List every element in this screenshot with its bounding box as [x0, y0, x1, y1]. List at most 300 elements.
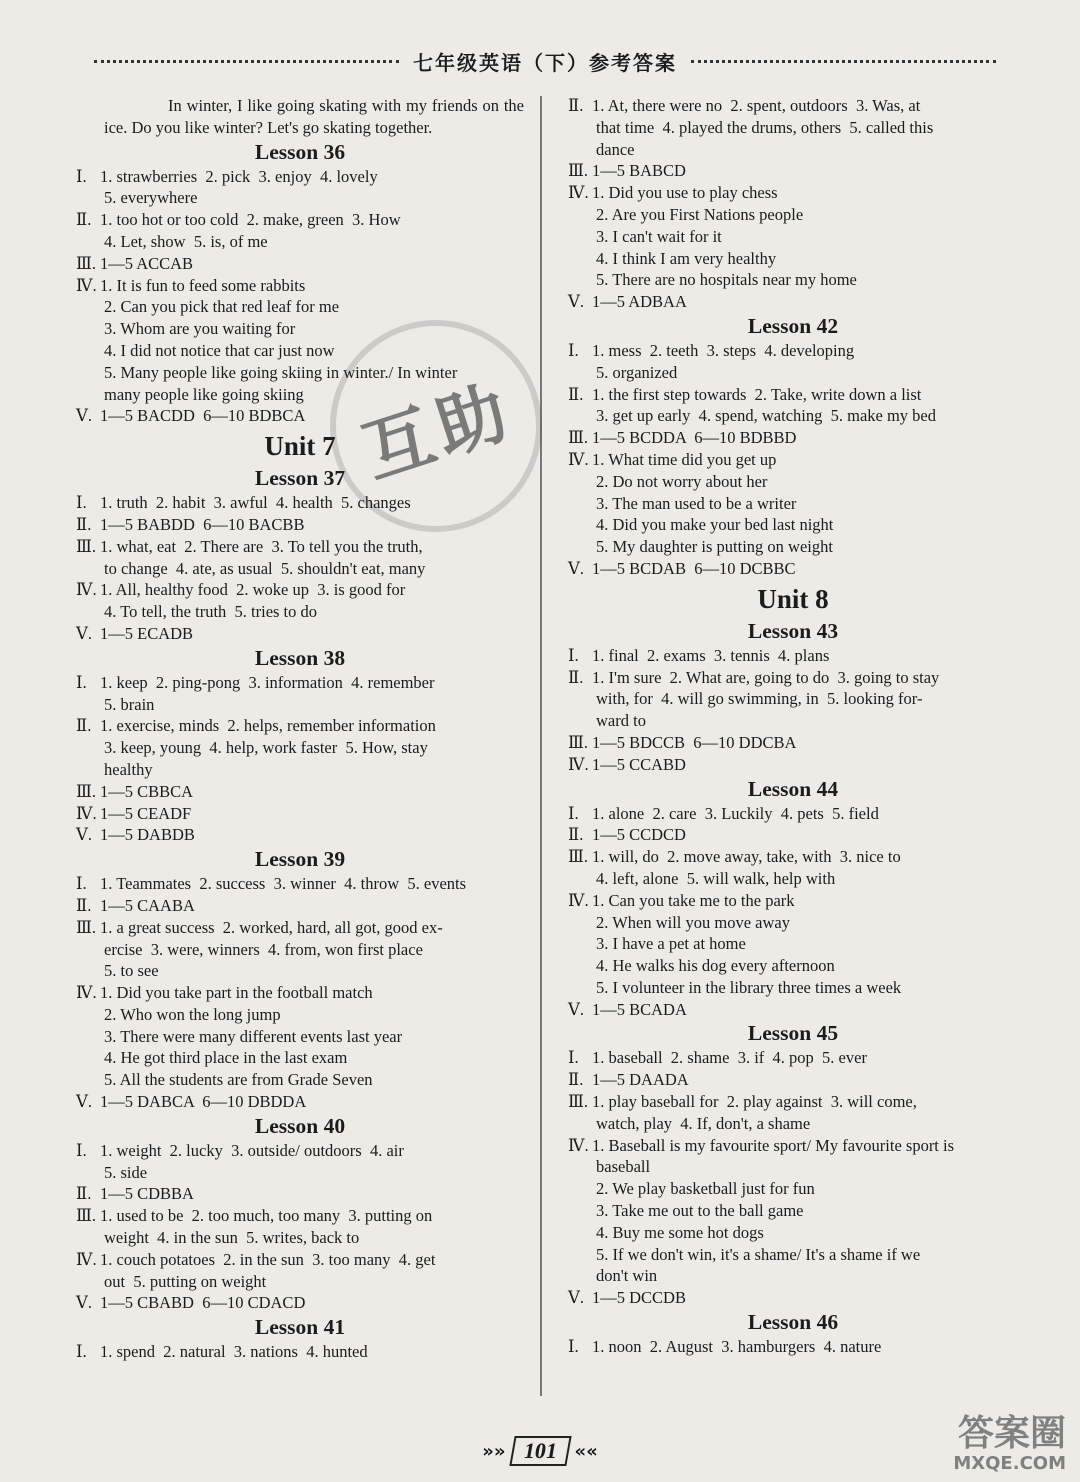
section-number: Ⅲ.	[568, 428, 589, 448]
section-number: Ⅳ.	[76, 275, 97, 295]
answer-text: 1—5 CDBBA	[100, 1184, 194, 1204]
answer-line	[76, 296, 524, 318]
answer-item	[568, 384, 1018, 428]
answer-item	[76, 982, 524, 1091]
answer-text: 4. I think I am very healthy	[596, 248, 777, 268]
section-number: Ⅴ.	[76, 623, 93, 643]
answer-line	[568, 1336, 1018, 1358]
section-number: Ⅰ.	[76, 672, 87, 692]
answer-text: 4. He got third place in the last exam	[104, 1048, 348, 1068]
answer-line	[76, 623, 524, 645]
section-number: Ⅲ.	[568, 847, 589, 867]
answer-item	[76, 405, 524, 427]
answer-line	[76, 253, 524, 275]
answer-line	[568, 1113, 1018, 1135]
section-number: Ⅱ.	[76, 895, 92, 915]
answer-text: 1—5 DABCA 6—10 DBDDA	[100, 1092, 307, 1112]
answer-text: don't win	[596, 1266, 658, 1286]
answer-text: 2. Are you First Nations people	[596, 204, 804, 224]
answer-text: 1. All, healthy food 2. woke up 3. is good for	[100, 580, 406, 600]
answer-item	[76, 824, 524, 846]
answer-line	[568, 182, 1018, 204]
section-number: Ⅳ.	[76, 1249, 97, 1269]
arrows-left-icon: »»	[482, 1440, 506, 1462]
answer-item	[568, 182, 1018, 291]
answer-line	[568, 667, 1018, 689]
answer-item	[76, 672, 524, 716]
answer-line	[568, 139, 1018, 161]
answer-text: 2. Can you pick that red leaf for me	[104, 297, 340, 317]
answer-item	[76, 253, 524, 275]
answer-text: 1. alone 2. care 3. Luckily 4. pets 5. field	[592, 803, 879, 823]
answer-text: 1—5 BDCCB 6—10 DDCBA	[592, 732, 797, 752]
answer-line	[568, 536, 1018, 558]
answer-line	[76, 231, 524, 253]
answer-text: watch, play 4. If, don't, a shame	[596, 1113, 811, 1133]
unit-heading: Unit 7	[264, 431, 336, 462]
answer-item	[568, 291, 1018, 313]
answer-text: 1—5 BACDD 6—10 BDBCA	[100, 406, 306, 426]
section-number: Ⅳ.	[76, 803, 97, 823]
answer-item	[568, 1135, 1018, 1288]
answer-text: 1—5 BCADA	[592, 999, 687, 1019]
answer-line	[568, 999, 1018, 1021]
answer-line	[568, 291, 1018, 313]
answer-text: 3. I have a pet at home	[596, 934, 746, 954]
answer-text: 1. used to be 2. too much, too many 3. putting on	[100, 1206, 433, 1226]
section-number: Ⅲ.	[76, 253, 97, 273]
answer-text: 4. left, alone 5. will walk, help with	[596, 868, 836, 888]
page-title: 七年级英语（下）参考答案	[413, 50, 677, 75]
section-number: Ⅴ.	[76, 406, 93, 426]
section-number: Ⅰ.	[568, 1337, 579, 1357]
answer-line	[568, 688, 1018, 710]
answer-line	[568, 732, 1018, 754]
page-number: 101	[509, 1436, 571, 1466]
section-number: Ⅱ.	[568, 384, 584, 404]
section-number: Ⅱ.	[76, 716, 92, 736]
answer-text: 1—5 BCDAB 6—10 DCBBC	[592, 558, 796, 578]
answer-line	[76, 187, 524, 209]
answer-item	[76, 492, 524, 514]
answer-line	[76, 514, 524, 536]
answer-text: 1. the first step towards 2. Take, write down a list	[592, 384, 922, 404]
answer-line	[76, 781, 524, 803]
section-number: Ⅲ.	[76, 781, 97, 801]
answer-text: 1. spend 2. natural 3. nations 4. hunted	[100, 1342, 368, 1362]
answer-line	[568, 868, 1018, 890]
answer-text: out 5. putting on weight	[104, 1271, 267, 1291]
answer-item	[76, 1183, 524, 1205]
answer-item	[76, 715, 524, 780]
answer-line	[568, 1069, 1018, 1091]
section-number: Ⅴ.	[568, 999, 585, 1019]
answer-text: weight 4. in the sun 5. writes, back to	[104, 1228, 360, 1248]
answer-text: healthy	[104, 759, 153, 779]
answer-line	[76, 209, 524, 231]
answer-text: 5. All the students are from Grade Seven	[104, 1070, 373, 1090]
answer-item	[76, 1341, 524, 1363]
answer-line	[76, 166, 524, 188]
answer-text: 1. noon 2. August 3. hamburgers 4. nature	[592, 1337, 882, 1357]
answer-text: 4. To tell, the truth 5. tries to do	[104, 602, 318, 622]
answer-text: 2. Do not worry about her	[596, 471, 768, 491]
section-number: Ⅰ.	[568, 803, 579, 823]
answer-text: 1. final 2. exams 3. tennis 4. plans	[592, 645, 830, 665]
section-number: Ⅴ.	[568, 558, 585, 578]
header-rule-left	[94, 60, 399, 63]
answer-line	[568, 95, 1018, 117]
section-number: Ⅳ.	[568, 183, 589, 203]
section-number: Ⅴ.	[568, 292, 585, 312]
answer-line	[76, 917, 524, 939]
answer-item	[568, 890, 1018, 999]
site-logo	[916, 1414, 1066, 1476]
answer-item	[76, 1249, 524, 1293]
answer-item	[76, 895, 524, 917]
section-number: Ⅰ.	[76, 874, 87, 894]
lesson-heading: Lesson 46	[747, 1310, 839, 1335]
answer-text: 2. When will you move away	[596, 912, 790, 932]
answer-line	[568, 514, 1018, 536]
answer-line	[568, 160, 1018, 182]
answer-text: with, for 4. will go swimming, in 5. looking for-	[596, 689, 923, 709]
answer-text: 2. We play basketball just for fun	[596, 1179, 815, 1199]
answer-item	[76, 917, 524, 982]
answer-text: 1—5 CBABD 6—10 CDACD	[100, 1293, 306, 1313]
answer-line	[568, 248, 1018, 270]
answer-line	[76, 1341, 524, 1363]
section-number: Ⅲ.	[568, 732, 589, 752]
answer-text: 1. Did you take part in the football match	[100, 983, 373, 1003]
answer-line	[76, 1140, 524, 1162]
answer-text: ercise 3. were, winners 4. from, won first place	[104, 939, 423, 959]
right-column-body	[568, 95, 1018, 1358]
answer-text: dance	[596, 139, 635, 159]
answer-text: 1. play baseball for 2. play against 3. will come,	[592, 1092, 917, 1112]
answer-text: 1. Did you use to play chess	[592, 183, 778, 203]
answer-line	[568, 1222, 1018, 1244]
section-number: Ⅲ.	[568, 161, 589, 181]
answer-text: 1—5 DAADA	[592, 1070, 689, 1090]
answer-line	[76, 1026, 524, 1048]
unit-heading: Unit 8	[757, 583, 829, 614]
answer-item	[568, 427, 1018, 449]
answer-line	[568, 803, 1018, 825]
answer-item	[76, 1091, 524, 1113]
section-number: Ⅲ.	[76, 917, 97, 937]
answer-line	[568, 1091, 1018, 1113]
answer-text: ward to	[596, 711, 646, 731]
answer-text: 1—5 CBBCA	[100, 781, 194, 801]
section-number: Ⅰ.	[76, 166, 87, 186]
answer-line	[568, 890, 1018, 912]
answer-line	[76, 275, 524, 297]
answer-line	[76, 715, 524, 737]
answer-text: 1. baseball 2. shame 3. if 4. pop 5. ever	[592, 1048, 867, 1068]
answer-text: 1. Can you take me to the park	[592, 890, 795, 910]
answer-text: 4. He walks his dog every afternoon	[596, 956, 835, 976]
page-number-area	[470, 1436, 610, 1466]
answer-line	[568, 645, 1018, 667]
answer-item	[76, 623, 524, 645]
answer-line	[76, 982, 524, 1004]
answer-line	[568, 955, 1018, 977]
lesson-heading: Lesson 41	[254, 1315, 346, 1340]
answer-text: many people like going skiing	[104, 384, 304, 404]
section-number: Ⅴ.	[568, 1288, 585, 1308]
answer-item	[76, 781, 524, 803]
answer-line	[76, 737, 524, 759]
answer-text: 1—5 CCABD	[592, 754, 686, 774]
answer-line	[568, 710, 1018, 732]
answer-text: 4. Let, show 5. is, of me	[104, 231, 268, 251]
answer-text: 1. I'm sure 2. What are, going to do 3. going to stay	[592, 667, 940, 687]
answer-text: 1—5 CCDCD	[592, 825, 686, 845]
answer-line	[76, 1162, 524, 1184]
answer-item	[568, 449, 1018, 558]
answer-text: 1. mess 2. teeth 3. steps 4. developing	[592, 340, 855, 360]
answer-line	[568, 912, 1018, 934]
section-number: Ⅰ.	[76, 1342, 87, 1362]
answer-line	[76, 362, 524, 384]
lesson-heading: Lesson 36	[254, 139, 346, 164]
header-rule-right	[691, 60, 996, 63]
answer-text: 5. Many people like going skiing in winter./ In winter	[104, 362, 458, 382]
answer-text: 4. Buy me some hot dogs	[596, 1222, 764, 1242]
answer-line	[568, 754, 1018, 776]
section-number: Ⅰ.	[568, 1048, 579, 1068]
section-number: Ⅲ.	[76, 1206, 97, 1226]
answer-line	[568, 558, 1018, 580]
answer-text: 3. get up early 4. spend, watching 5. make my bed	[596, 406, 936, 426]
answer-text: 1—5 DCCDB	[592, 1288, 686, 1308]
answer-item	[568, 340, 1018, 384]
answer-item	[568, 1336, 1018, 1358]
answer-text: 1. a great success 2. worked, hard, all got, good ex-	[100, 917, 443, 937]
answer-item	[568, 999, 1018, 1021]
section-number: Ⅰ.	[568, 340, 579, 360]
section-number: Ⅱ.	[76, 1184, 92, 1204]
answer-text: 1—5 ACCAB	[100, 253, 194, 273]
answer-line	[76, 558, 524, 580]
answer-line	[568, 1265, 1018, 1287]
answer-line	[76, 694, 524, 716]
answer-text: 5. to see	[104, 961, 159, 981]
section-number: Ⅳ.	[568, 754, 589, 774]
answer-item	[76, 275, 524, 406]
answer-line	[568, 1156, 1018, 1178]
section-number: Ⅱ.	[76, 514, 92, 534]
section-number: Ⅲ.	[76, 536, 97, 556]
answer-text: 1. keep 2. ping-pong 3. information 4. remember	[100, 672, 435, 692]
right-column	[568, 95, 1018, 1358]
section-number: Ⅰ.	[76, 493, 87, 513]
section-number: Ⅲ.	[568, 1092, 589, 1112]
answer-item	[568, 732, 1018, 754]
answer-item	[568, 1047, 1018, 1069]
answer-text: 5. brain	[104, 694, 155, 714]
lesson-heading: Lesson 42	[747, 313, 839, 338]
section-number: Ⅳ.	[568, 449, 589, 469]
answer-line	[76, 895, 524, 917]
answer-item	[76, 209, 524, 253]
answer-line	[76, 405, 524, 427]
lesson-heading: Lesson 39	[254, 847, 346, 872]
answer-text: 1—5 CAABA	[100, 895, 195, 915]
answer-text: 3. Whom are you waiting for	[104, 319, 296, 339]
answer-line	[568, 1178, 1018, 1200]
answer-line	[568, 340, 1018, 362]
answer-item	[568, 645, 1018, 667]
answer-text: 1—5 BABCD	[592, 161, 686, 181]
answer-item	[76, 1292, 524, 1314]
answer-item	[76, 1140, 524, 1184]
answer-line	[76, 340, 524, 362]
page-header	[80, 46, 1010, 76]
answer-line	[568, 362, 1018, 384]
section-number: Ⅳ.	[76, 580, 97, 600]
section-number: Ⅰ.	[76, 1140, 87, 1160]
answer-text: 5. If we don't win, it's a shame/ It's a shame if we	[596, 1244, 921, 1264]
answer-text: 1. what, eat 2. There are 3. To tell you the truth,	[100, 536, 423, 556]
answer-text: 1. It is fun to feed some rabbits	[100, 275, 306, 295]
answer-line	[568, 493, 1018, 515]
answer-text: 1—5 ADBAA	[592, 292, 687, 312]
answer-line	[76, 803, 524, 825]
answer-line	[76, 601, 524, 623]
answer-item	[568, 667, 1018, 732]
answer-line	[76, 939, 524, 961]
site-logo-url: MXQE.COM	[953, 1453, 1066, 1474]
answer-text: 3. There were many different events last year	[104, 1026, 403, 1046]
answer-item	[568, 846, 1018, 890]
answer-line	[568, 1135, 1018, 1157]
answer-text: 1. will, do 2. move away, take, with 3. nice to	[592, 847, 901, 867]
answer-text: 1—5 CEADF	[100, 803, 192, 823]
column-divider	[540, 96, 542, 1396]
answer-item	[76, 579, 524, 623]
answer-item	[568, 754, 1018, 776]
answer-text: 1—5 ECADB	[100, 623, 194, 643]
answer-item	[568, 803, 1018, 825]
answer-line	[76, 1183, 524, 1205]
answer-item	[568, 95, 1018, 160]
lesson-heading: Lesson 37	[254, 466, 346, 491]
answer-item	[568, 1091, 1018, 1135]
answer-line	[568, 427, 1018, 449]
section-number: Ⅱ.	[568, 1070, 584, 1090]
section-number: Ⅴ.	[76, 1293, 93, 1313]
answer-line	[76, 318, 524, 340]
answer-line	[76, 384, 524, 406]
answer-line	[76, 672, 524, 694]
site-logo-text: 答案圈	[957, 1413, 1066, 1454]
answer-item	[76, 514, 524, 536]
answer-item	[76, 536, 524, 580]
answer-line	[568, 117, 1018, 139]
answer-line	[76, 1205, 524, 1227]
answer-text: 1. Baseball is my favourite sport/ My favourite sport is	[592, 1135, 955, 1155]
answer-line	[76, 759, 524, 781]
answer-line	[568, 449, 1018, 471]
answer-text: 5. My daughter is putting on weight	[596, 537, 833, 557]
answer-text: that time 4. played the drums, others 5. called this	[596, 117, 934, 137]
answer-text: 5. There are no hospitals near my home	[596, 270, 857, 290]
answer-line	[76, 1292, 524, 1314]
answer-line	[76, 1091, 524, 1113]
answer-item	[76, 803, 524, 825]
answer-line	[76, 492, 524, 514]
section-number: Ⅴ.	[76, 1092, 93, 1112]
answer-line	[76, 1004, 524, 1026]
answer-line	[76, 1227, 524, 1249]
answer-line	[568, 846, 1018, 868]
answer-line	[76, 579, 524, 601]
intro-paragraph: In winter, I like going skating with my friends on the ice. Do you like winter? Let's go skating together.	[104, 96, 524, 137]
answer-text: 1—5 BABDD 6—10 BACBB	[100, 514, 305, 534]
section-number: Ⅳ.	[568, 1135, 589, 1155]
answer-text: 4. Did you make your bed last night	[596, 515, 834, 535]
arrows-right-icon: ««	[574, 1440, 598, 1462]
answer-text: 1. exercise, minds 2. helps, remember information	[100, 716, 436, 736]
answer-line	[76, 960, 524, 982]
answer-text: 5. organized	[596, 362, 678, 382]
left-column	[76, 95, 524, 1363]
section-number: Ⅱ.	[568, 667, 584, 687]
answer-line	[568, 226, 1018, 248]
answer-line	[568, 471, 1018, 493]
lesson-heading: Lesson 43	[747, 618, 839, 643]
answer-text: 3. The man used to be a writer	[596, 493, 797, 513]
answer-text: 1. couch potatoes 2. in the sun 3. too many 4. get	[100, 1249, 436, 1269]
answer-text: 5. side	[104, 1162, 148, 1182]
answer-line	[568, 933, 1018, 955]
answer-text: 1. strawberries 2. pick 3. enjoy 4. lovely	[100, 166, 378, 186]
answer-text: 1. What time did you get up	[592, 449, 777, 469]
lesson-heading: Lesson 45	[747, 1021, 839, 1046]
answer-line	[76, 1047, 524, 1069]
section-number: Ⅱ.	[568, 96, 584, 115]
answer-item	[76, 166, 524, 210]
answer-text: 4. I did not notice that car just now	[104, 340, 335, 360]
answer-text: 1. truth 2. habit 3. awful 4. health 5. changes	[100, 493, 411, 513]
answer-line	[568, 204, 1018, 226]
answer-text: 3. Take me out to the ball game	[596, 1201, 804, 1221]
answer-line	[568, 824, 1018, 846]
section-number: Ⅳ.	[568, 890, 589, 910]
answer-line	[76, 1249, 524, 1271]
section-number: Ⅳ.	[76, 983, 97, 1003]
answer-text: to change 4. ate, as usual 5. shouldn't eat, many	[104, 558, 426, 578]
watermark-text: 互助	[352, 368, 523, 494]
answer-text: 5. everywhere	[104, 188, 198, 208]
answer-text: 1. At, there were no 2. spent, outdoors 3. Was, at	[592, 96, 921, 115]
section-number: Ⅱ.	[568, 825, 584, 845]
answer-item	[76, 1205, 524, 1249]
answer-text: 3. I can't wait for it	[596, 226, 722, 246]
answer-line	[76, 536, 524, 558]
lesson-heading: Lesson 40	[254, 1113, 346, 1138]
answer-text: 3. keep, young 4. help, work faster 5. How, stay	[104, 738, 428, 758]
answer-line	[568, 1047, 1018, 1069]
answer-text: 1. too hot or too cold 2. make, green 3. How	[100, 210, 401, 230]
answer-item	[568, 558, 1018, 580]
answer-line	[568, 384, 1018, 406]
answer-item	[568, 1069, 1018, 1091]
answer-line	[568, 269, 1018, 291]
answer-text: 5. I volunteer in the library three times a week	[596, 977, 902, 997]
